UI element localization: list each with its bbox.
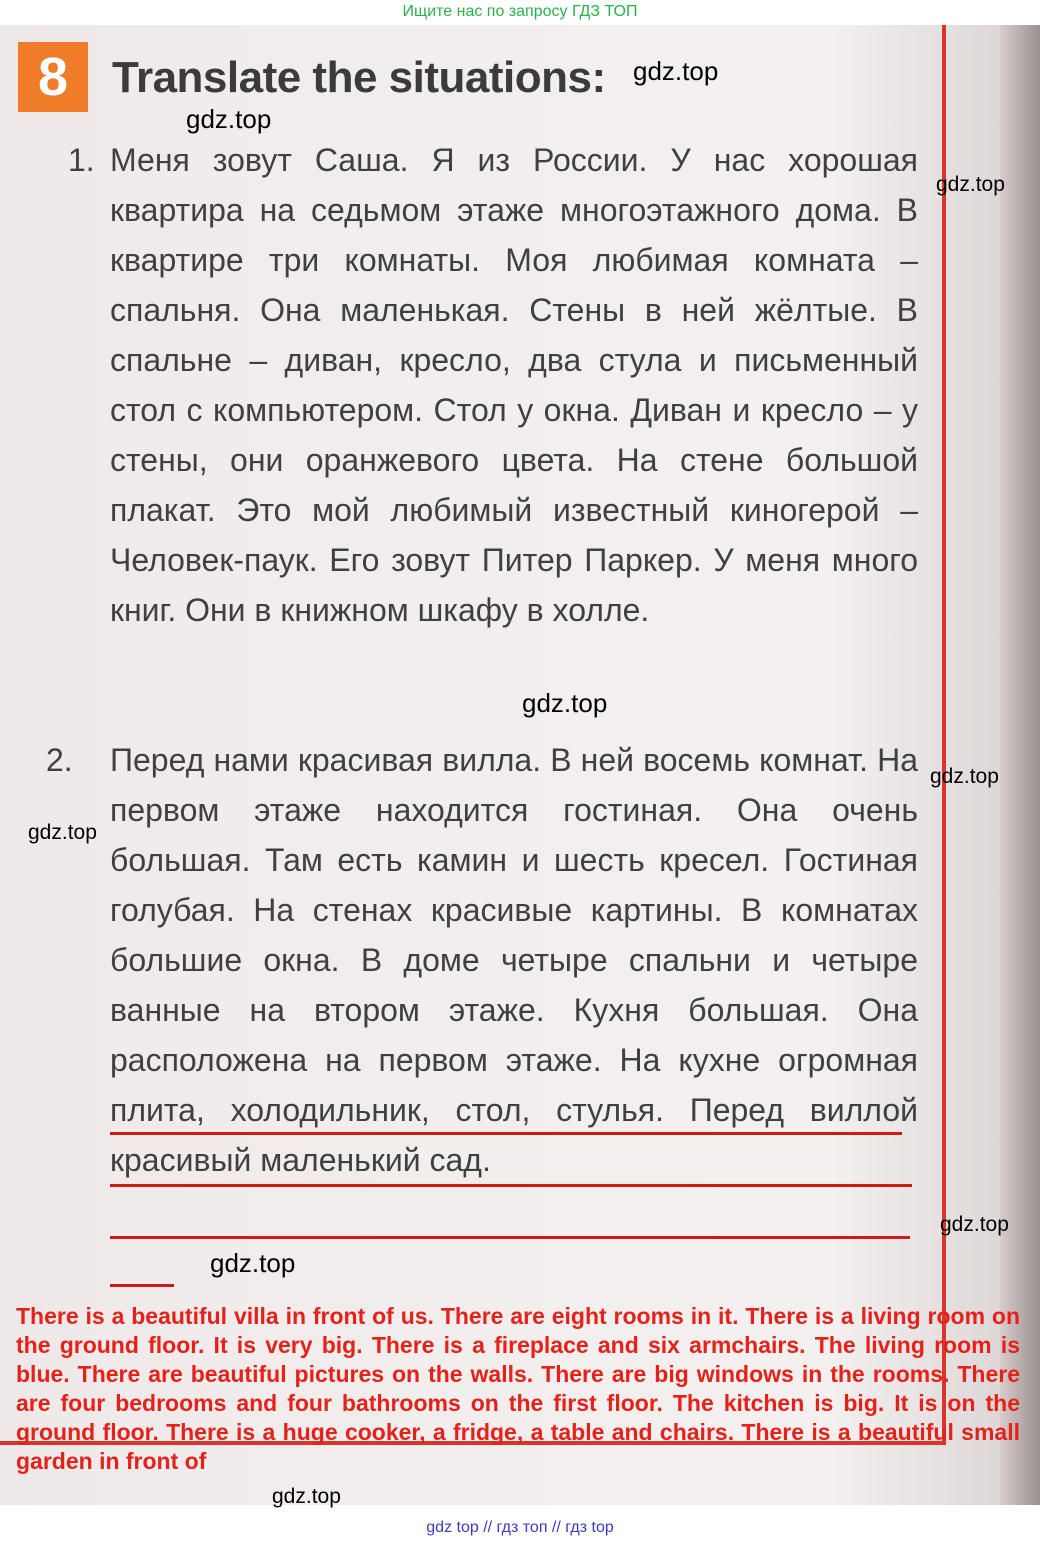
- watermark: gdz.top: [930, 765, 999, 788]
- underline-mark: [110, 1184, 912, 1187]
- watermark: gdz.top: [936, 173, 1005, 196]
- watermark: gdz.top: [186, 104, 272, 134]
- underline-mark: [110, 1284, 174, 1287]
- watermark: gdz.top: [210, 1248, 296, 1278]
- exercise-number-badge: 8: [18, 42, 88, 112]
- watermark: gdz.top: [522, 688, 608, 718]
- situation-text: Перед нами красивая вилла. В ней восемь комнат. На первом этаже находится гостиная. Она очень большая. Там есть камин и шесть кресел. Гостиная голубая. На стенах красивые картины. В комнатах большие окна. В доме четыре спальни и четыре ванные на втором этаже. Кухня большая. Она расположена на первом этаже. На кухне огромная плита, холодильник, стол, стулья. Перед виллой красивый маленький сад.: [110, 742, 918, 1178]
- answer-translation: There is a beautiful villa in front of us. There are eight rooms in it. There is a living room on the ground floor. It is very big. There is a fireplace and six armchairs. The living room is blue. There are beautiful pictures on the walls. There are big windows in the rooms. There are four bedrooms and four bathrooms on the first floor. The kitchen is big. It is on the ground floor. There is a huge cooker, a fridge, a table and chairs. There is a beautiful small garden in front of: [16, 1303, 1020, 1474]
- item-number: 2.: [46, 742, 73, 778]
- search-note: Ищите нас по запросу ГДЗ ТОП: [402, 3, 638, 20]
- watermark: gdz.top: [28, 821, 97, 844]
- situation-text: Меня зовут Саша. Я из России. У нас хорошая квартира на седьмом этаже многоэтажного дома. В квартире три комнаты. Моя любимая комната – спальня. Она маленькая. Стены в ней жёлтые. В спальне – диван, кресло, два стула и письменный стол с компьютером. Стол у окна. Диван и кресло – у стены, они оранжевого цвета. На стене большой плакат. Это мой любимый известный киногерой – Человек-паук. Его зовут Питер Паркер. У меня много книг. Они в книжном шкафу в холле.: [110, 142, 918, 628]
- item-number: 1.: [68, 142, 95, 178]
- exercise-title: Translate the situations:: [112, 53, 606, 102]
- underline-mark: [110, 1132, 902, 1135]
- watermark: gdz.top: [633, 56, 719, 86]
- watermark: gdz.top: [940, 1213, 1009, 1236]
- watermark: gdz.top: [272, 1485, 341, 1508]
- page-edge-shadow: [1000, 25, 1040, 1505]
- footer-note: gdz top // гдз топ // гдз top: [426, 1519, 614, 1536]
- underline-mark: [110, 1236, 910, 1239]
